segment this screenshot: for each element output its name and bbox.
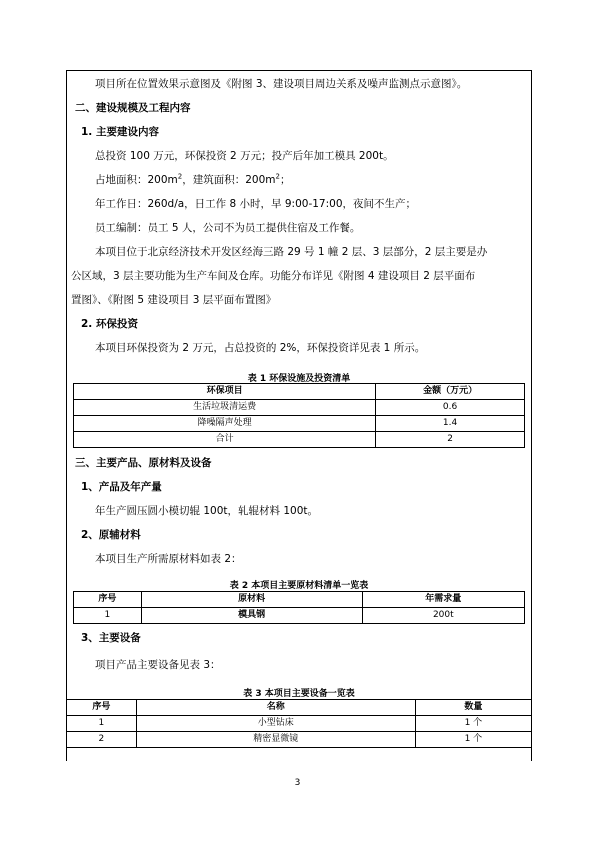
table1 xyxy=(73,383,525,448)
table1-header-row xyxy=(74,384,525,400)
table-row xyxy=(74,432,525,448)
table1-cell: 1.4 xyxy=(376,416,525,432)
equipment-text: 项目产品主要设备见表 3： xyxy=(95,659,221,671)
table3-cell: 2 xyxy=(67,732,137,748)
product-text: 年生产圆压圆小模切辊 100t，轧辊材料 100t。 xyxy=(95,505,318,517)
table1-header-cell: 金额（万元） xyxy=(376,384,525,400)
section2-sub1-heading: 1. 主要建设内容 xyxy=(81,126,159,138)
section3-sub3-heading: 3、主要设备 xyxy=(81,632,141,644)
area-suffix: ； xyxy=(280,174,291,186)
table2-cell: 200t xyxy=(362,608,524,624)
table3 xyxy=(66,699,532,748)
section2-heading: 二、建设规模及工程内容 xyxy=(75,102,191,114)
table-row xyxy=(74,400,525,416)
table2-header-cell: 序号 xyxy=(74,592,142,608)
table3-header-cell: 序号 xyxy=(67,700,137,716)
area-prefix: 占地面积：200m xyxy=(95,174,178,186)
table-row xyxy=(74,416,525,432)
content-frame xyxy=(66,70,532,761)
table2-header-row xyxy=(74,592,525,608)
staff-text: 员工编制：员工 5 人，公司不为员工提供住宿及工作餐。 xyxy=(95,222,361,234)
table-row xyxy=(74,608,525,624)
section3-heading: 三、主要产品、原材料及设备 xyxy=(75,457,212,469)
intro-line: 项目所在位置效果示意图及《附图 3、建设项目周边关系及噪声监测点示意图》。 xyxy=(95,78,468,90)
table1-cell: 合计 xyxy=(74,432,376,448)
table3-cell: 小型钻床 xyxy=(136,716,415,732)
section2-sub2-heading: 2. 环保投资 xyxy=(81,318,138,330)
table-row xyxy=(67,716,532,732)
location-line-3: 置图》、《附图 5 建设项目 3 层平面布置图》 xyxy=(71,294,277,306)
area-mid: ，建筑面积：200m xyxy=(182,174,276,186)
area-text xyxy=(67,174,531,187)
area-sup-1: 2 xyxy=(177,172,183,181)
workday-text: 年工作日：260d/a，日工作 8 小时，早 9:00-17:00，夜间不生产； xyxy=(95,198,416,210)
table3-cell: 精密显微镜 xyxy=(136,732,415,748)
table1-cell: 0.6 xyxy=(376,400,525,416)
table1-cell: 生活垃圾清运费 xyxy=(74,400,376,416)
table3-header-cell: 名称 xyxy=(136,700,415,716)
section3-sub2-heading: 2、原辅材料 xyxy=(81,529,141,541)
area-sup-2: 2 xyxy=(275,172,280,181)
env-investment-text: 本项目环保投资为 2 万元，占总投资的 2%，环保投资详见表 1 所示。 xyxy=(95,342,426,354)
table1-cell: 2 xyxy=(376,432,525,448)
page-number: 3 xyxy=(294,778,301,788)
table3-cell: 1 个 xyxy=(415,716,531,732)
table1-caption: 表 1 环保设施及投资清单 xyxy=(247,374,351,384)
table3-cell: 1 个 xyxy=(415,732,531,748)
table2-caption: 表 2 本项目主要原材料清单一览表 xyxy=(229,581,369,591)
table3-header-cell: 数量 xyxy=(415,700,531,716)
table2-cell: 1 xyxy=(74,608,142,624)
section3-sub1-heading: 1、产品及年产量 xyxy=(81,481,162,493)
table3-cell: 1 xyxy=(67,716,137,732)
table2-header-cell: 年需求量 xyxy=(362,592,524,608)
investment-text: 总投资 100 万元，环保投资 2 万元；投产后年加工模具 200t。 xyxy=(95,150,394,162)
table1-cell: 降噪隔声处理 xyxy=(74,416,376,432)
material-text: 本项目生产所需原材料如表 2： xyxy=(95,553,242,565)
location-line-2: 公区域，3 层主要功能为生产车间及仓库。功能分布详见《附图 4 建设项目 2 层平面布 xyxy=(71,270,476,282)
table-row xyxy=(67,732,532,748)
location-line-1: 本项目位于北京经济技术开发区经海三路 29 号 1 幢 2 层、3 层部分，2 层主要是办 xyxy=(95,246,488,258)
table2-cell: 模具钢 xyxy=(141,608,362,624)
table1-header-cell: 环保项目 xyxy=(74,384,376,400)
table2 xyxy=(73,591,525,624)
table3-caption: 表 3 本项目主要设备一览表 xyxy=(243,689,355,699)
table3-header-row xyxy=(67,700,532,716)
table2-header-cell: 原材料 xyxy=(141,592,362,608)
